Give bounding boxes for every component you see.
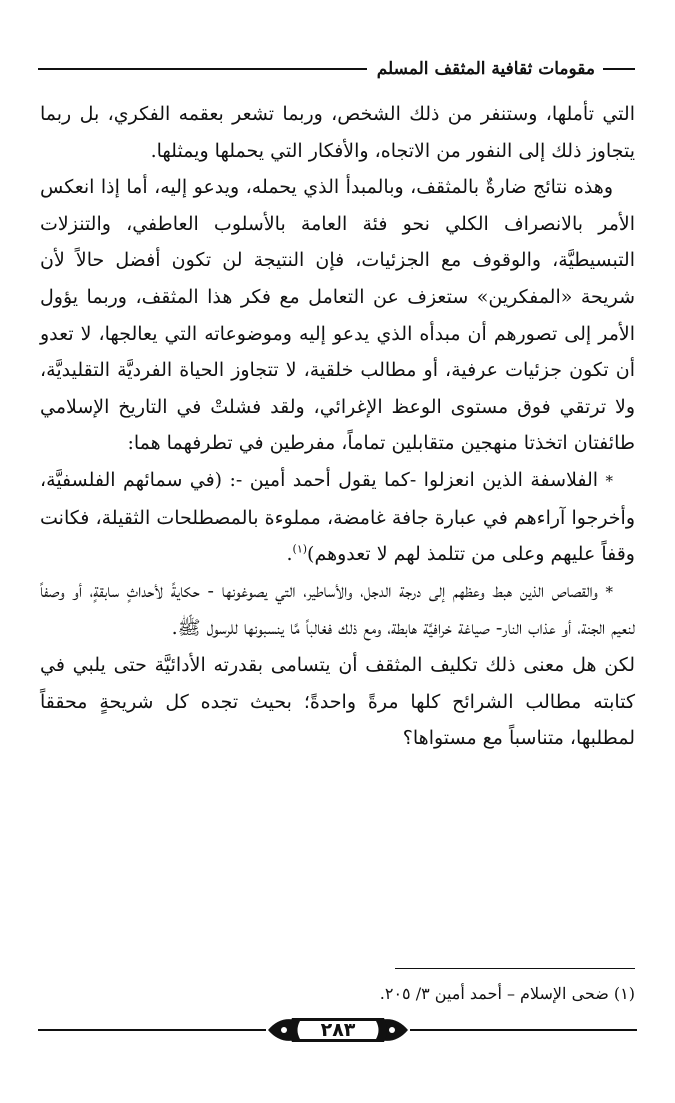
page-number: ٢٨٣: [320, 1019, 356, 1041]
paragraph-question: لكن هل معنى ذلك تكليف المثقف أن يتسامى بقدرته الأدائيَّة حتى يلبي في كتابته مطالب الشرائح كلها مرةً واحدةً؛ بحيث تجده كل شريحةٍ محققاً لمطلبها، متناسباً مع مستواها؟: [40, 653, 635, 750]
paragraph-storytellers: [40, 573, 635, 647]
bottom-rule-right: [410, 1029, 637, 1031]
paragraph-consequences: وهذه نتائج ضارةٌ بالمثقف، وبالمبدأ الذي يحمله، ويدعو إليه، أما إذا انعكس الأمر بالانصراف الكلي نحو فئة العامة بالأسلوب العاطفي، والتنزلات التبسيطيَّة، والوقوف مع الجزئيات، فإن النتيجة لن تكون أفضل حالاً لأن شريحة «المفكرين» ستعزف عن التعامل مع فكر هذا المثقف، وربما يؤول الأمر إلى تصورهم أن مبدأه الذي يدعو إليه وموضوعاته التي يعالجها، لا تعدو أن تكون جزئيات عرفية، أو مطالب خلقية، لا تتجاوز الحياة الفرديَّة التقليديَّة، ولا ترتقي فوق مستوى الوعظ الإغرائي، ولقد فشلتْ في التاريخ الإسلامي طائفتان اتخذتا منهجين متقابلين تماماً، مفرطين في تطرفهما هما:: [40, 176, 635, 455]
paragraph-philosophers: * الفلاسفة الذين انعزلوا -كما يقول أحمد أمين -: (في سمائهم الفلسفيَّة، وأخرجوا آراءهم في عبارة جافة غامضة، مملوءة بالمصطلحات الثقيلة، فكانت وقفاً عليهم وعلى من تتلمذ لهم لا تعدوهم)$^{(١)}$.: [40, 468, 635, 566]
bullet-star: *: [605, 471, 613, 490]
footnote: (١) ضحى الإسلام – أحمد أمين ٣/ ٢٠٥.: [379, 984, 635, 1003]
bottom-rule-left: [38, 1029, 266, 1031]
body-text: [40, 96, 635, 757]
paragraph-philosophers-text: الفلاسفة الذين انعزلوا -كما يقول أحمد أمين -: (في سمائهم الفلسفيَّة، وأخرجوا آراءهم في عبارة جافة غامضة، مملوءة بالمصطلحات الثقيلة، فكانت وقفاً عليهم وعلى من تتلمذ لهم لا تعدوهم): [40, 468, 635, 566]
bullet-star: *: [605, 582, 613, 601]
header-dash: [603, 68, 635, 70]
header-rule: [38, 68, 367, 70]
running-title: مقومات ثقافية المثقف المسلم: [376, 59, 595, 79]
footnote-ref: (١): [292, 542, 308, 556]
paragraph-storytellers-text: والقصاص الذين هبط وعظهم إلى درجة الدجل، والأساطير، التي يصوغونها - حكايةً لأحداثٍ سابقةٍ، أو وصفاً لنعيم الجنة، أو عذاب النار- صياغة خرافيَّة هابطة، ومع ذلك فغالباً مَّا ينسبونها للرسول ﷺ.: [40, 579, 635, 640]
paragraph-continuation: التي تأملها، وستنفر من ذلك الشخص، وربما تشعر بعقمه الفكري، بل ربما يتجاوز ذلك إلى النفور من الاتجاه، والأفكار التي يحملها ويمثلها.: [40, 103, 635, 162]
footnote-rule: [395, 968, 635, 969]
running-header: [38, 56, 635, 82]
